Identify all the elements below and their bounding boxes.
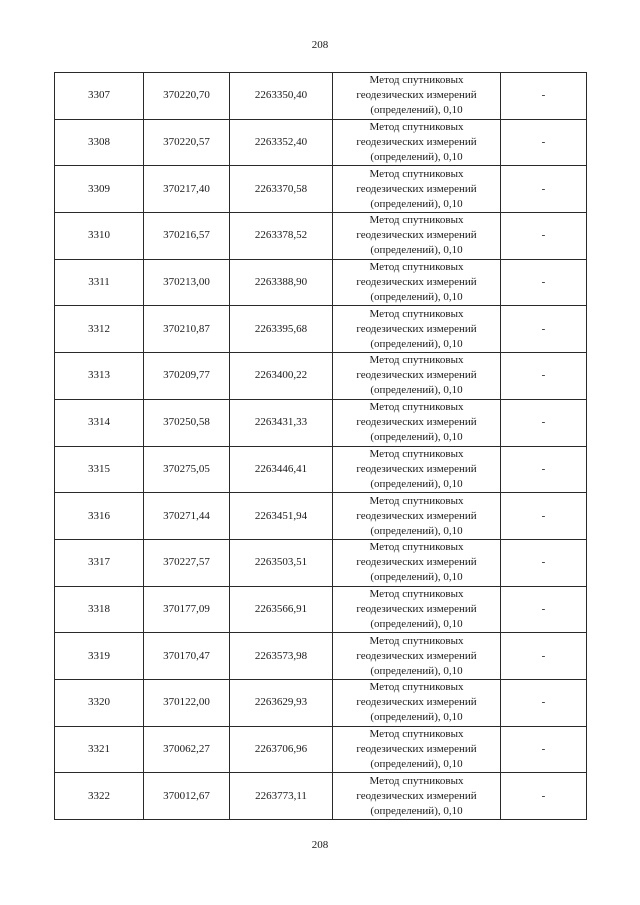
note-cell: - [501,259,587,306]
method-cell [333,166,501,213]
table-row [55,306,587,353]
table-row [55,726,587,773]
method-line: Метод спутниковых [369,167,464,180]
method-line: (определений), 0,10 [370,151,463,164]
note-cell: - [501,306,587,353]
table-row [55,166,587,213]
x-coordinate-cell: 370170,47 [144,633,230,680]
method-line: Метод спутниковых [369,541,464,554]
method-cell [333,353,501,400]
method-line: (определений), 0,10 [370,524,463,537]
table-row [55,493,587,540]
point-number-cell: 3309 [55,166,144,213]
method-line: Метод спутниковых [369,634,464,647]
x-coordinate-cell: 370227,57 [144,539,230,586]
method-line: геодезических измерений [356,696,477,709]
y-coordinate-cell: 2263629,93 [230,679,333,726]
x-coordinate-cell: 370062,27 [144,726,230,773]
note-cell: - [501,633,587,680]
method-line: геодезических измерений [356,742,477,755]
method-cell [333,773,501,820]
point-number-cell: 3311 [55,259,144,306]
note-cell: - [501,773,587,820]
method-cell [333,539,501,586]
y-coordinate-cell: 2263573,98 [230,633,333,680]
y-coordinate-cell: 2263431,33 [230,399,333,446]
point-number-cell: 3321 [55,726,144,773]
method-line: (определений), 0,10 [370,104,463,117]
table-row [55,73,587,120]
note-cell: - [501,726,587,773]
point-number-cell: 3318 [55,586,144,633]
note-cell: - [501,166,587,213]
x-coordinate-cell: 370122,00 [144,679,230,726]
y-coordinate-cell: 2263388,90 [230,259,333,306]
note-cell: - [501,213,587,260]
method-line: Метод спутниковых [369,354,464,367]
method-line: (определений), 0,10 [370,384,463,397]
method-line: геодезических измерений [356,462,477,475]
method-cell [333,213,501,260]
point-number-cell: 3308 [55,119,144,166]
method-line: (определений), 0,10 [370,244,463,257]
x-coordinate-cell: 370209,77 [144,353,230,400]
method-line: Метод спутниковых [369,494,464,507]
table-row [55,213,587,260]
method-line: (определений), 0,10 [370,337,463,350]
table-row [55,679,587,726]
note-cell: - [501,353,587,400]
method-cell [333,399,501,446]
point-number-cell: 3316 [55,493,144,540]
method-line: Метод спутниковых [369,261,464,274]
point-number-cell: 3319 [55,633,144,680]
method-line: геодезических измерений [356,229,477,242]
x-coordinate-cell: 370216,57 [144,213,230,260]
method-cell [333,73,501,120]
table-row [55,446,587,493]
method-cell [333,259,501,306]
x-coordinate-cell: 370220,57 [144,119,230,166]
y-coordinate-cell: 2263773,11 [230,773,333,820]
y-coordinate-cell: 2263352,40 [230,119,333,166]
table-row [55,353,587,400]
x-coordinate-cell: 370220,70 [144,73,230,120]
y-coordinate-cell: 2263503,51 [230,539,333,586]
point-number-cell: 3320 [55,679,144,726]
page-number-top: 208 [311,39,329,51]
method-cell [333,679,501,726]
note-cell: - [501,73,587,120]
method-cell [333,306,501,353]
table-row [55,539,587,586]
note-cell: - [501,679,587,726]
method-cell [333,493,501,540]
method-cell [333,633,501,680]
point-number-cell: 3315 [55,446,144,493]
y-coordinate-cell: 2263451,94 [230,493,333,540]
method-line: Метод спутниковых [369,774,464,787]
method-line: (определений), 0,10 [370,431,463,444]
method-line: геодезических измерений [356,322,477,335]
method-line: (определений), 0,10 [370,571,463,584]
point-number-cell: 3317 [55,539,144,586]
y-coordinate-cell: 2263378,52 [230,213,333,260]
method-line: (определений), 0,10 [370,291,463,304]
method-line: (определений), 0,10 [370,477,463,490]
method-line: Метод спутниковых [369,447,464,460]
method-line: геодезических измерений [356,276,477,289]
x-coordinate-cell: 370210,87 [144,306,230,353]
x-coordinate-cell: 370213,00 [144,259,230,306]
x-coordinate-cell: 370012,67 [144,773,230,820]
method-line: (определений), 0,10 [370,664,463,677]
point-number-cell: 3313 [55,353,144,400]
method-cell [333,586,501,633]
method-cell [333,446,501,493]
method-line: Метод спутниковых [369,214,464,227]
x-coordinate-cell: 370177,09 [144,586,230,633]
method-line: Метод спутниковых [369,681,464,694]
method-line: Метод спутниковых [369,727,464,740]
method-line: (определений), 0,10 [370,804,463,817]
method-line: геодезических измерений [356,649,477,662]
x-coordinate-cell: 370275,05 [144,446,230,493]
method-line: геодезических измерений [356,509,477,522]
x-coordinate-cell: 370250,58 [144,399,230,446]
point-number-cell: 3310 [55,213,144,260]
method-line: (определений), 0,10 [370,197,463,210]
table-row [55,773,587,820]
method-line: Метод спутниковых [369,401,464,414]
table-row [55,633,587,680]
y-coordinate-cell: 2263350,40 [230,73,333,120]
method-line: геодезических измерений [356,789,477,802]
y-coordinate-cell: 2263446,41 [230,446,333,493]
coordinates-table [54,72,587,820]
y-coordinate-cell: 2263370,58 [230,166,333,213]
method-line: Метод спутниковых [369,74,464,87]
method-line: геодезических измерений [356,136,477,149]
table-row [55,586,587,633]
method-cell [333,726,501,773]
method-line: (определений), 0,10 [370,757,463,770]
page-number-bottom: 208 [311,839,329,851]
point-number-cell: 3322 [55,773,144,820]
method-cell [333,119,501,166]
method-line: Метод спутниковых [369,307,464,320]
table-row [55,399,587,446]
x-coordinate-cell: 370217,40 [144,166,230,213]
coordinates-table-body [55,73,587,820]
note-cell: - [501,119,587,166]
method-line: геодезических измерений [356,602,477,615]
method-line: геодезических измерений [356,369,477,382]
method-line: геодезических измерений [356,182,477,195]
y-coordinate-cell: 2263395,68 [230,306,333,353]
note-cell: - [501,399,587,446]
point-number-cell: 3312 [55,306,144,353]
note-cell: - [501,586,587,633]
method-line: Метод спутниковых [369,587,464,600]
method-line: геодезических измерений [356,89,477,102]
y-coordinate-cell: 2263400,22 [230,353,333,400]
note-cell: - [501,493,587,540]
x-coordinate-cell: 370271,44 [144,493,230,540]
point-number-cell: 3307 [55,73,144,120]
method-line: геодезических измерений [356,556,477,569]
point-number-cell: 3314 [55,399,144,446]
method-line: Метод спутниковых [369,121,464,134]
table-row [55,259,587,306]
note-cell: - [501,446,587,493]
note-cell: - [501,539,587,586]
y-coordinate-cell: 2263706,96 [230,726,333,773]
method-line: (определений), 0,10 [370,617,463,630]
method-line: (определений), 0,10 [370,711,463,724]
y-coordinate-cell: 2263566,91 [230,586,333,633]
table-row [55,119,587,166]
method-line: геодезических измерений [356,416,477,429]
